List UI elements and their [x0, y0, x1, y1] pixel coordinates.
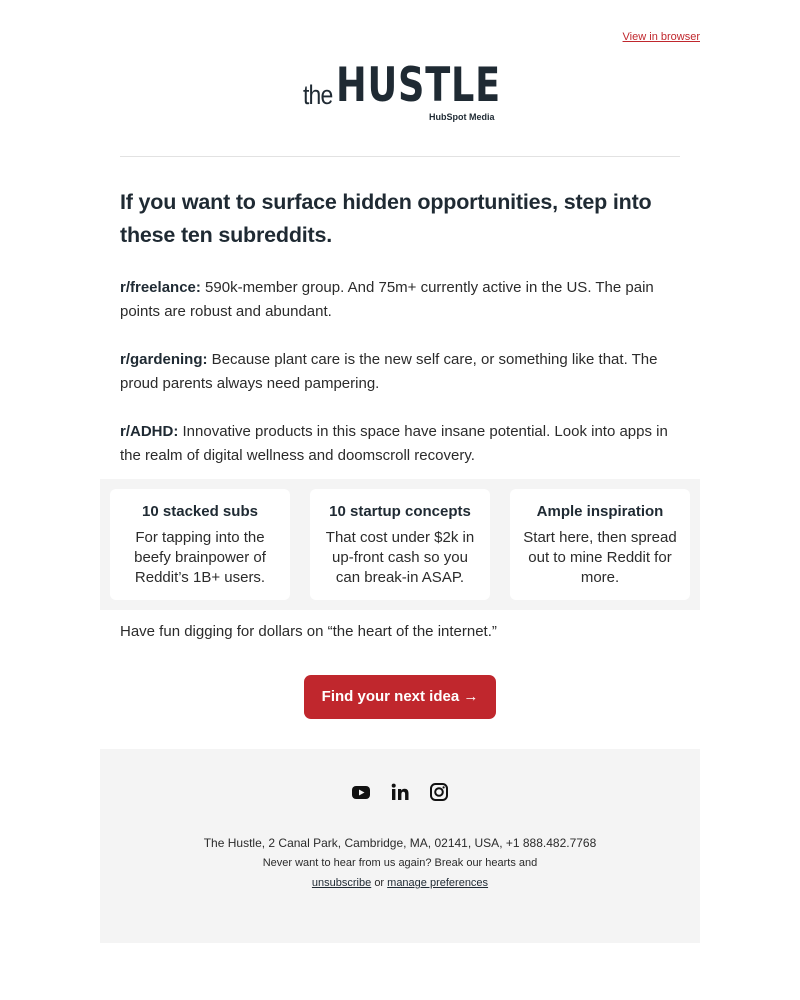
- subreddit-item: [120, 276, 685, 324]
- logo-the-text: the: [303, 80, 333, 110]
- unsubscribe-prompt: Never want to hear from us again? Break our hearts and: [262, 857, 538, 869]
- manage-preferences-link[interactable]: manage preferences: [387, 877, 489, 889]
- company-address: The Hustle, 2 Canal Park, Cambridge, MA, 02141, USA, +1 888.482.7768: [203, 836, 597, 850]
- logo-hustle-text: HUSTLE: [336, 58, 501, 113]
- subreddit-label: r/gardening:: [120, 351, 208, 368]
- subreddit-label: r/freelance:: [120, 279, 201, 296]
- unsubscribe-link[interactable]: unsubscribe: [311, 877, 372, 889]
- linkedin-icon[interactable]: [389, 781, 411, 803]
- card-text: That cost under $2k in up-front cash so you can break-in ASAP.: [325, 529, 475, 586]
- subreddit-item: [120, 420, 685, 468]
- subreddit-text: Innovative products in this space have insane potential. Look into apps in the realm of digital wellness and doomscroll recovery.: [120, 423, 668, 464]
- subreddit-item: [120, 348, 685, 396]
- logo-area: [0, 58, 800, 130]
- feature-card: [110, 489, 290, 600]
- closing-text: Have fun digging for dollars on “the heart of the internet.”: [120, 623, 497, 640]
- feature-card: [510, 489, 690, 600]
- subreddit-text: Because plant care is the new self care, or something like that. The proud parents always need pampering.: [120, 351, 658, 392]
- subreddit-text: 590k-member group. And 75m+ currently active in the US. The pain points are robust and abundant.: [120, 279, 654, 320]
- youtube-icon[interactable]: [350, 781, 372, 803]
- feature-cards-band: [100, 479, 700, 610]
- card-title: Ample inspiration: [536, 503, 664, 520]
- footer-links: [100, 877, 700, 889]
- logo-hubspot-media: HubSpot Media: [429, 112, 495, 122]
- view-in-browser-link[interactable]: View in browser: [622, 31, 700, 43]
- feature-card: [310, 489, 490, 600]
- header-divider: [120, 156, 680, 157]
- find-next-idea-button[interactable]: Find your next idea →: [304, 675, 496, 719]
- or-text: or: [374, 877, 385, 889]
- headline: If you want to surface hidden opportunities, step into these ten subreddits.: [120, 190, 652, 247]
- card-title: 10 stacked subs: [142, 503, 258, 520]
- instagram-icon[interactable]: [428, 781, 450, 803]
- the-hustle-logo[interactable]: [303, 58, 501, 126]
- subreddit-label: r/ADHD:: [120, 423, 179, 440]
- card-text: Start here, then spread out to mine Reddit for more.: [523, 529, 677, 586]
- card-title: 10 startup concepts: [329, 503, 471, 520]
- footer: [100, 749, 700, 943]
- card-text: For tapping into the beefy brainpower of Reddit’s 1B+ users.: [134, 529, 266, 586]
